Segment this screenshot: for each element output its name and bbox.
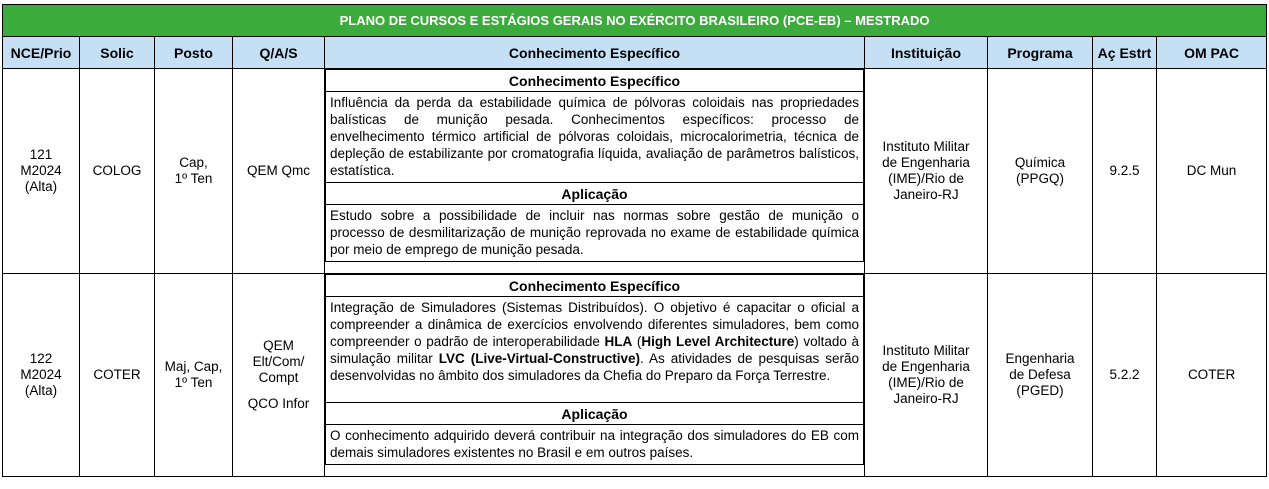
cell-instituicao: Instituto Militar de Engenharia (IME)/Rio de Janeiro-RJ — [865, 69, 988, 274]
conhecimento-text: Influência da perda da estabilidade química de pólvoras coloidais nas propriedades balísticas de munição pesada. Conhecimentos específicos: processo de envelhecimento térmico artificial de pólvoras coloidais, microcalorimetria, técnica de depleção de estabilizante por cromatografia líquida, avaliação de parâmetros balísticos, estatística. — [326, 92, 864, 183]
cell-posto: Maj, Cap, 1º Ten — [155, 274, 233, 477]
conhecimento-text: Integração de Simuladores (Sistemas Distribuídos). O objetivo é capacitar o oficial a compreender a dinâmica de exercícios envolvendo diferentes simuladores, bem como compreender o padrão de interoperabilidade HLA (High Level Architecture) voltado à simulação militar LVC (Live-Virtual-Constructive). As atividades de pesquisas serão desenvolvidas no âmbito dos simuladores da Chefia do Preparo da Força Terrestre. — [326, 297, 864, 403]
cell-nce: 121 M2024 (Alta) — [3, 69, 80, 274]
cell-qas: QEM Elt/Com/ Compt QCO Infor — [233, 274, 325, 477]
table-title: PLANO DE CURSOS E ESTÁGIOS GERAIS NO EXÉRCITO BRASILEIRO (PCE-EB) – MESTRADO — [3, 5, 1267, 37]
cell-posto: Cap, 1º Ten — [155, 69, 233, 274]
col-header-programa: Programa — [988, 37, 1093, 69]
col-header-posto: Posto — [155, 37, 233, 69]
cell-nce: 122 M2024 (Alta) — [3, 274, 80, 477]
col-header-nce: NCE/Prio — [3, 37, 80, 69]
cell-om-pac: COTER — [1157, 274, 1267, 477]
col-header-instituicao: Instituição — [865, 37, 988, 69]
cell-qas: QEM Qmc — [233, 69, 325, 274]
col-header-om-pac: OM PAC — [1157, 37, 1267, 69]
aplicacao-text: Estudo sobre a possibilidade de incluir nas normas sobre gestão de munição o processo de desmilitarização de munição reprovada no exame de estabilidade química por meio de emprego de munição pesada. — [326, 205, 864, 262]
table-row — [3, 274, 1267, 477]
cell-om-pac: DC Mun — [1157, 69, 1267, 274]
aplicacao-subheader: Aplicação — [326, 403, 864, 425]
col-header-qas: Q/A/S — [233, 37, 325, 69]
conhecimento-subheader: Conhecimento Específico — [326, 70, 864, 92]
conhecimento-inner — [325, 274, 864, 465]
cell-instituicao: Instituto Militar de Engenharia (IME)/Rio de Janeiro-RJ — [865, 274, 988, 477]
aplicacao-text: O conhecimento adquirido deverá contribuir na integração dos simuladores do EB com demais simuladores existentes no Brasil e em outros países. — [326, 425, 864, 465]
cell-solic: COLOG — [80, 69, 155, 274]
aplicacao-subheader: Aplicação — [326, 183, 864, 205]
cell-conhecimento — [325, 274, 865, 477]
header-row — [3, 37, 1267, 69]
col-header-conhecimento: Conhecimento Específico — [325, 37, 865, 69]
cell-programa: Engenharia de Defesa (PGED) — [988, 274, 1093, 477]
pce-eb-table-wrapper — [2, 4, 1266, 477]
col-header-solic: Solic — [80, 37, 155, 69]
conhecimento-subheader: Conhecimento Específico — [326, 275, 864, 297]
cell-ac-estrt: 9.2.5 — [1093, 69, 1157, 274]
col-header-ac-estrt: Aç Estrt — [1093, 37, 1157, 69]
conhecimento-inner — [325, 69, 864, 262]
cell-conhecimento — [325, 69, 865, 274]
cell-solic: COTER — [80, 274, 155, 477]
table-row — [3, 69, 1267, 274]
cell-ac-estrt: 5.2.2 — [1093, 274, 1157, 477]
pce-eb-table — [2, 4, 1267, 477]
cell-programa: Química (PPGQ) — [988, 69, 1093, 274]
